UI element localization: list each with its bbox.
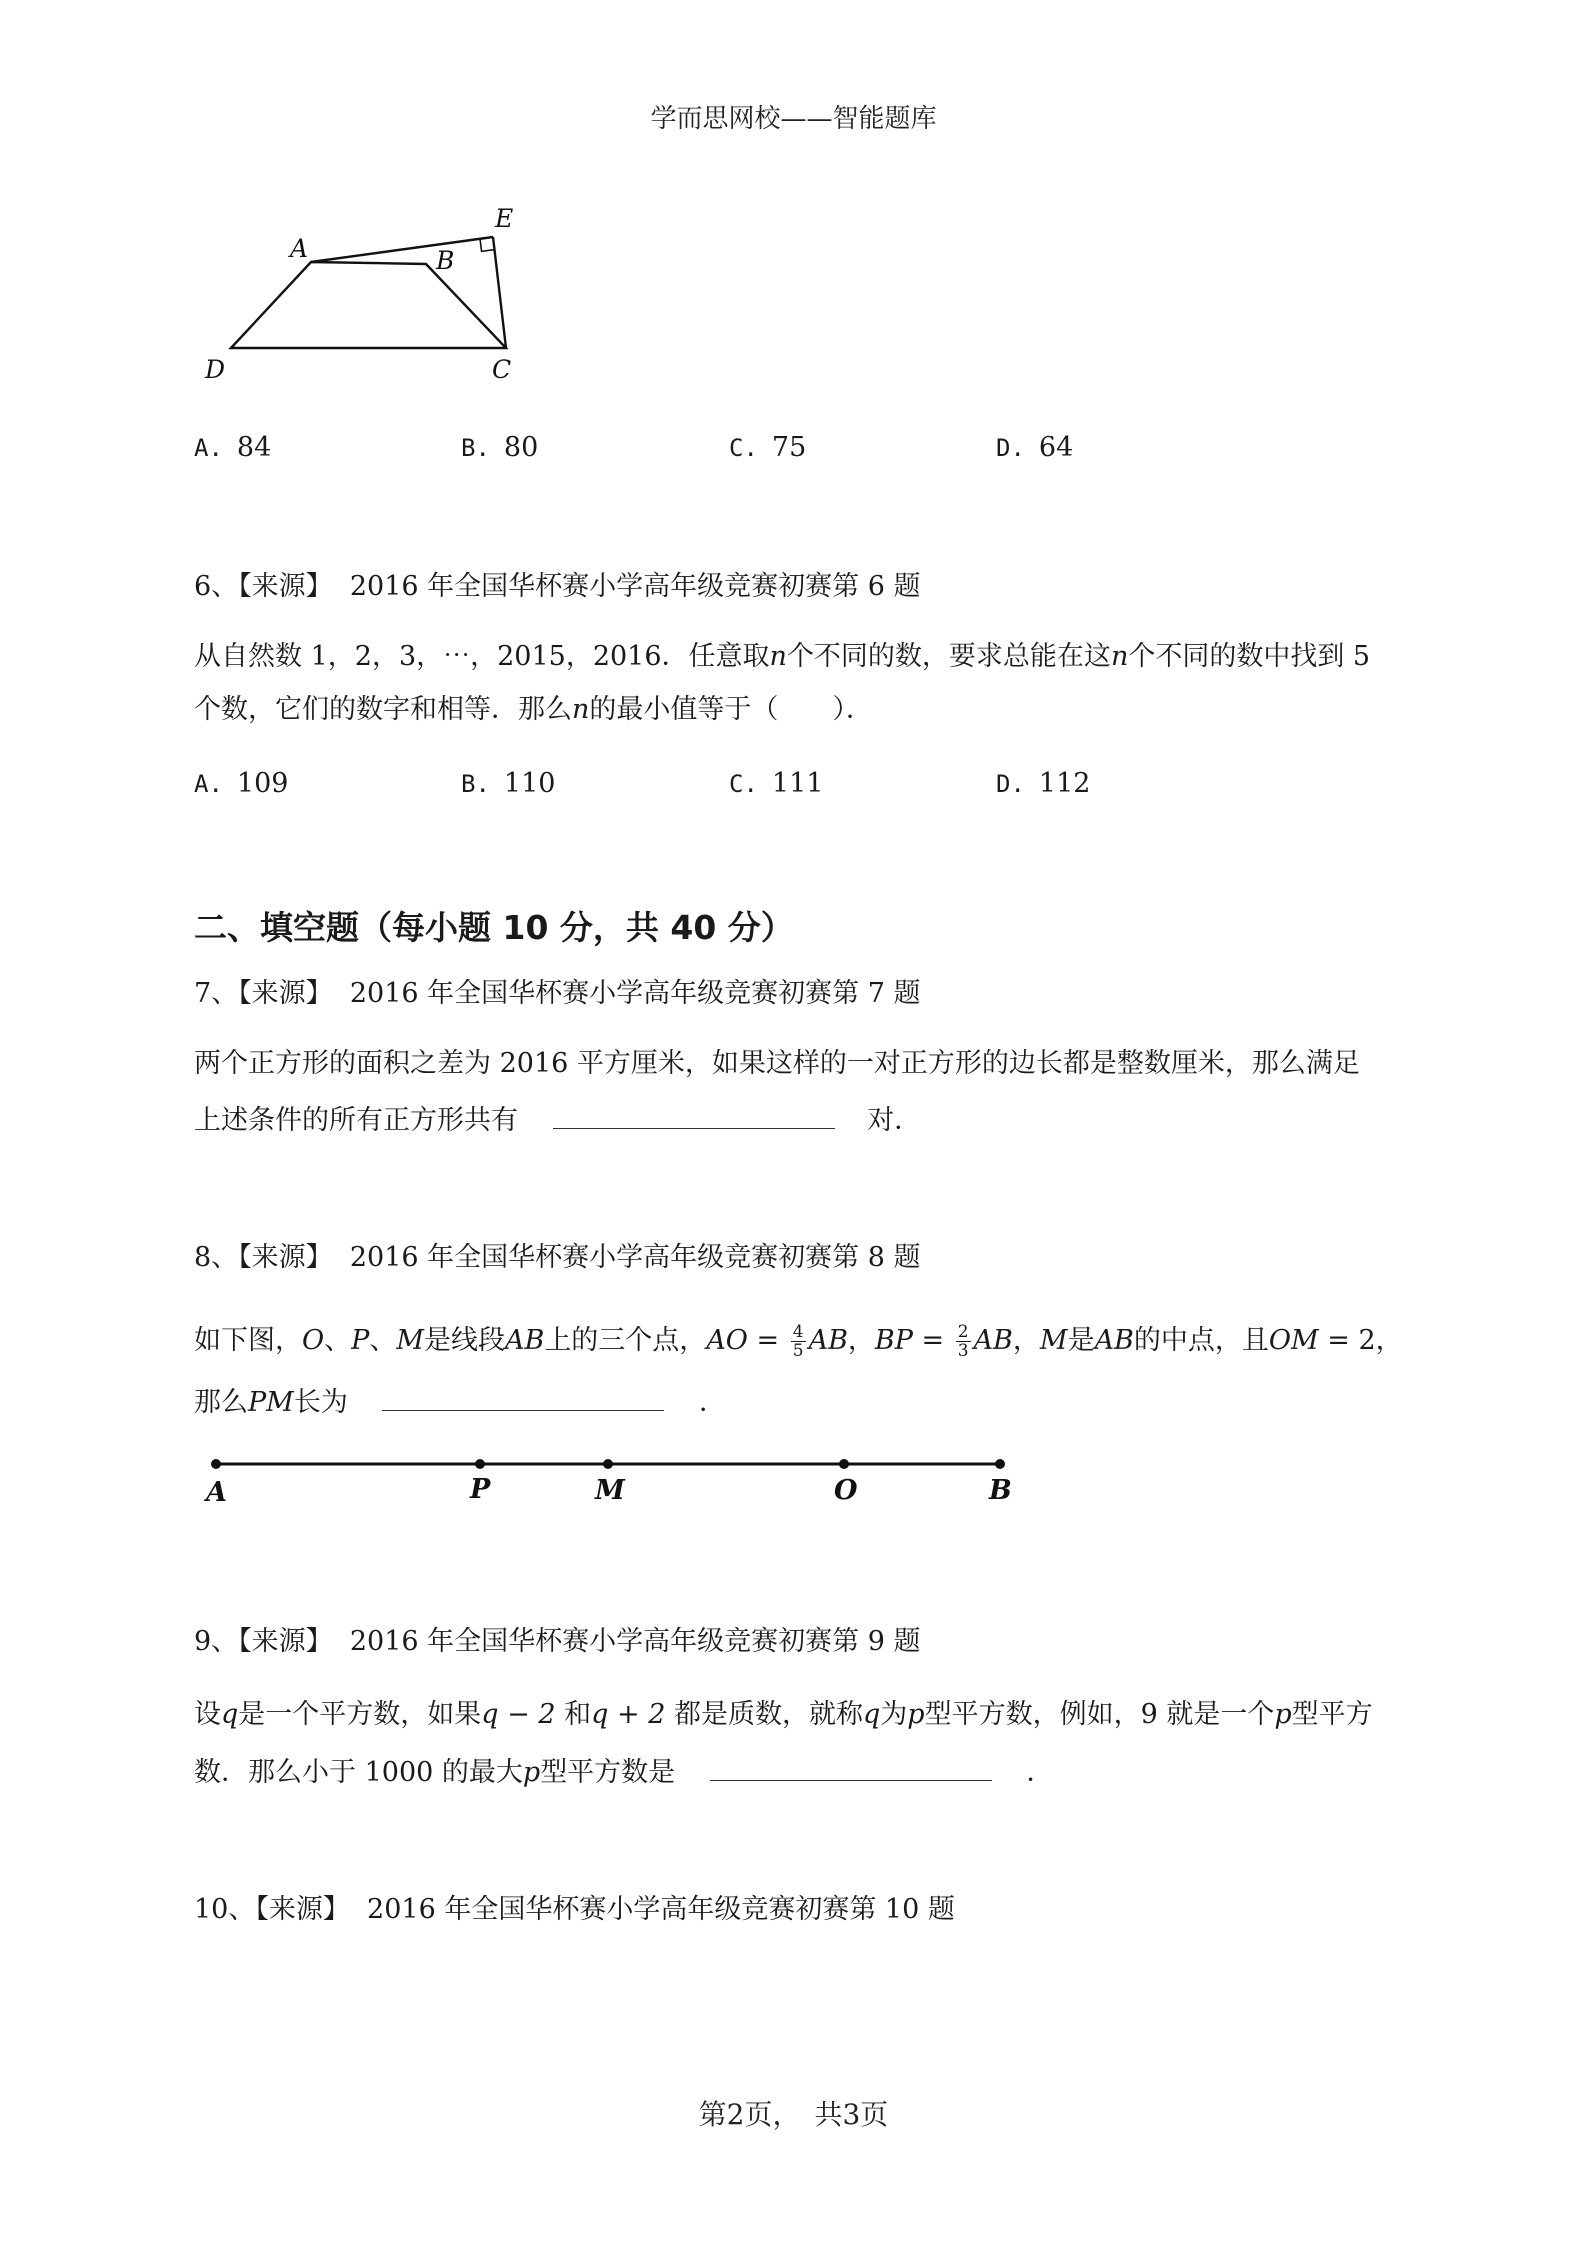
q8-body-line1: 如下图，O、P、M是线段AB上的三个点，AO = $\frac{4}{5}$ AB，BP = $\frac{2}{3}$ AB，M是AB的中点，且OM = 2， (194, 1322, 1403, 1361)
q7-answer-blank[interactable] (553, 1098, 835, 1129)
q6-option-d[interactable]: D. 112 (996, 768, 1091, 799)
point-a (211, 1459, 221, 1469)
q6-body-line1: 从自然数 1，2，3，⋯，2015，2016．任意取n个不同的数，要求总能在这n个不同的数中找到 5 (194, 641, 1371, 672)
trapezoid-outline (231, 262, 506, 348)
point-p (475, 1459, 485, 1469)
q5-option-d[interactable]: D. 64 (996, 432, 1074, 463)
q9-source-line: 9、【来源】 2016 年全国华杯赛小学高年级竞赛初赛第 9 题 (194, 1626, 921, 1657)
q7-body-line2: 上述条件的所有正方形共有 对． (194, 1098, 921, 1141)
q6-option-a[interactable]: A. 109 (194, 768, 289, 799)
q8-source-line: 8、【来源】 2016 年全国华杯赛小学高年级竞赛初赛第 8 题 (194, 1242, 921, 1273)
q9-body-line2: 数．那么小于 1000 的最大p型平方数是 ． (194, 1750, 1053, 1793)
label-p: P (470, 1474, 491, 1505)
q6-option-b[interactable]: B. 110 (461, 768, 556, 799)
label-b: B (436, 246, 455, 275)
q5-option-a[interactable]: A. 84 (194, 432, 272, 463)
segment-ab-figure (200, 1448, 1020, 1508)
point-o (839, 1459, 849, 1469)
fraction-two-thirds: $\frac{2}{3}$ (957, 1322, 969, 1361)
segment-ae (311, 237, 493, 262)
label-d: D (205, 355, 226, 384)
q9-body-line1: 设q是一个平方数，如果q − 2 和q + 2 都是质数，就称q为p型平方数，例如，9 就是一个p型平方 (194, 1699, 1373, 1730)
label-a: A (206, 1477, 227, 1508)
page-footer: 第2页， 共3页 (698, 2098, 889, 2131)
q9-answer-blank[interactable] (710, 1750, 992, 1781)
label-e: E (495, 204, 514, 233)
label-m: M (595, 1475, 625, 1506)
label-b: B (989, 1475, 1012, 1506)
section-heading: 二、填空题（每小题 10 分，共 40 分） (194, 908, 794, 947)
label-o: O (834, 1475, 858, 1506)
point-m (603, 1459, 613, 1469)
trapezoid-figure (195, 200, 545, 390)
label-a: A (290, 234, 309, 263)
q5-option-c[interactable]: C. 75 (729, 432, 807, 463)
q5-option-b[interactable]: B. 80 (461, 432, 539, 463)
point-b (995, 1459, 1005, 1469)
q7-body-line1: 两个正方形的面积之差为 2016 平方厘米，如果这样的一对正方形的边长都是整数厘米，那么满足 (194, 1048, 1360, 1079)
fraction-four-fifths: $\frac{4}{5}$ (792, 1322, 804, 1361)
q10-source-line: 10、【来源】 2016 年全国华杯赛小学高年级竞赛初赛第 10 题 (194, 1894, 955, 1925)
q8-body-line2: 那么PM长为 ． (194, 1380, 726, 1423)
q6-body-line2: 个数，它们的数字和相等．那么n的最小值等于（ ）． (194, 694, 873, 725)
segment-ec (493, 237, 506, 348)
q6-source-line: 6、【来源】 2016 年全国华杯赛小学高年级竞赛初赛第 6 题 (194, 571, 921, 602)
label-c: C (492, 355, 512, 384)
q8-answer-blank[interactable] (382, 1380, 664, 1411)
q7-source-line: 7、【来源】 2016 年全国华杯赛小学高年级竞赛初赛第 7 题 (194, 978, 921, 1009)
q6-option-c[interactable]: C. 111 (729, 768, 824, 799)
page-header: 学而思网校——智能题库 (650, 104, 937, 134)
